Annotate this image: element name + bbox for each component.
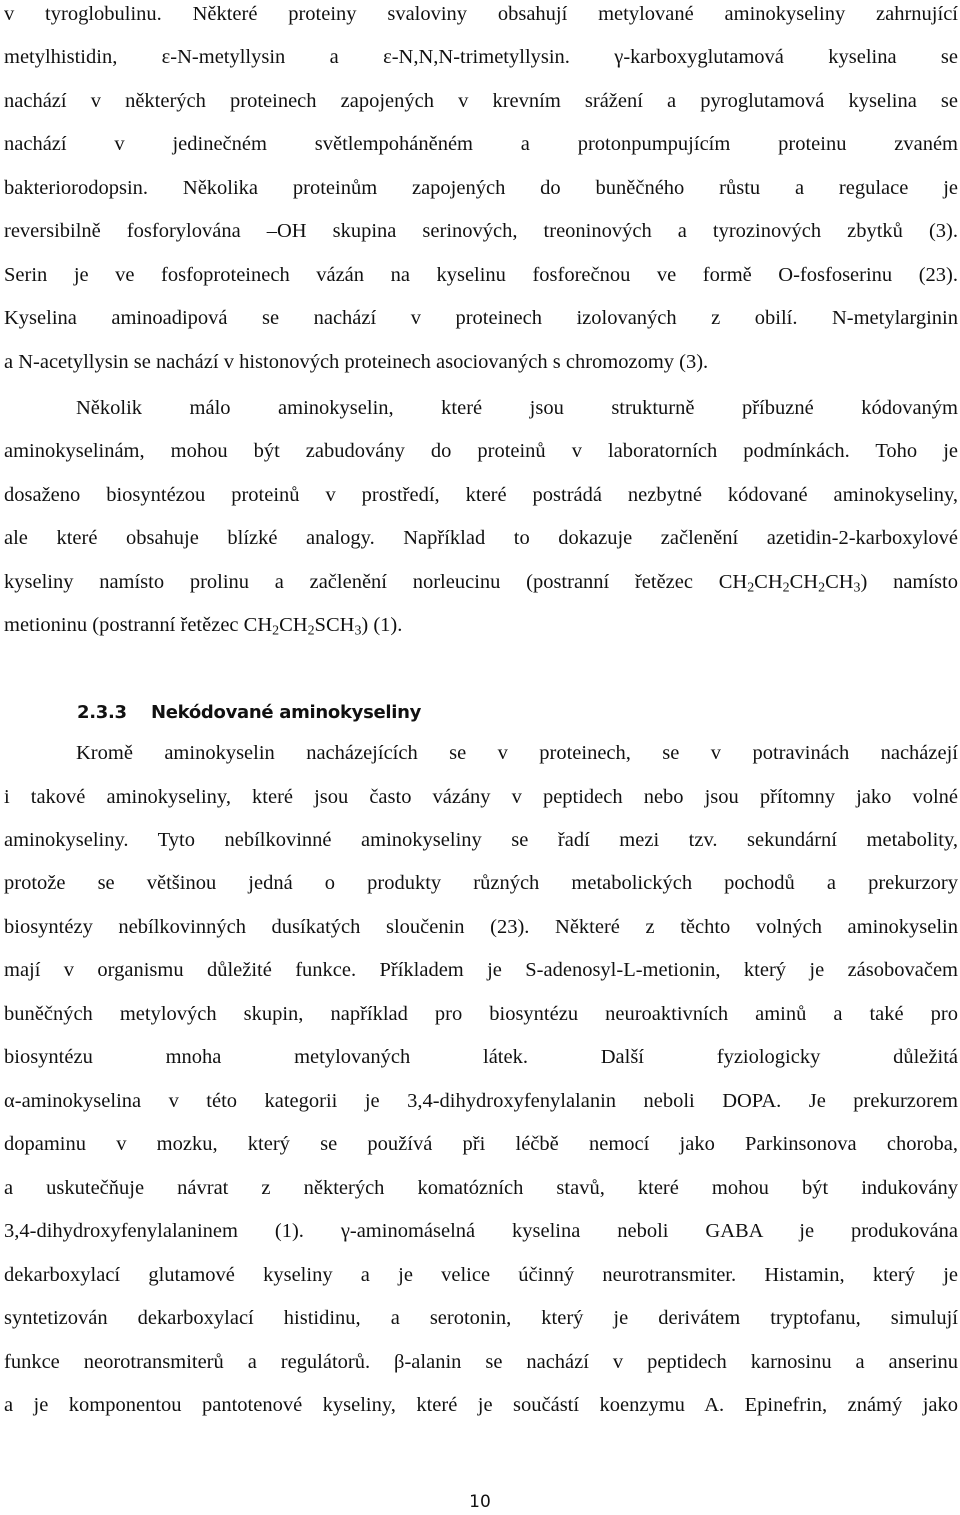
text-line: mají v organismu důležité funkce. Příkladem je S-adenosyl-L-metionin, který je zásobovačem [4,959,958,981]
text-line: biosyntézu mnoha metylovaných látek. Další fyziologicky důležitá [4,1046,958,1068]
formula-line: metioninu (postranní řetězec $CH_2CH_2SCH_3$) (1). [4,614,403,639]
text-line: 3,4-dihydroxyfenylalaninem (1). γ-aminomáselná kyselina neboli GABA je produkována [4,1220,958,1242]
text-line: bakteriorodopsin. Několika proteinům zapojených do buněčného růstu a regulace je [4,177,958,199]
text-line: biosyntézy nebílkovinných dusíkatých sloučenin (23). Některé z těchto volných aminokyselin [4,916,958,938]
text-line: aminokyseliny. Tyto nebílkovinné aminokyseliny se řadí mezi tzv. sekundární metabolity, [4,829,958,851]
formula-line: kyseliny namísto prolinu a začlenění norleucinu (postranní řetězec $CH_2CH_2CH_2CH_3$) namísto [4,571,958,596]
text-line: Kyselina aminoadipová se nachází v proteinech izolovaných z obilí. N-metylarginin [4,307,958,329]
text-line: nachází v některých proteinech zapojených v krevním srážení a pyroglutamová kyselina se [4,90,958,112]
section-title: Nekódované aminokyseliny [151,702,422,723]
text-line: Několik málo aminokyselin, které jsou strukturně příbuzné kódovaným [76,397,958,419]
text-line: Serin je ve fosfoproteinech vázán na kyselinu fosforečnou ve formě O-fosfoserinu (23). [4,264,958,286]
text-line: metylhistidin, ε-N-metyllysin a ε-N,N,N-trimetyllysin. γ-karboxyglutamová kyselina se [4,46,958,68]
text-line: buněčných metylových skupin, například pro biosyntézu neuroaktivních aminů a také pro [4,1003,958,1025]
text-line: syntetizován dekarboxylací histidinu, a serotonin, který je derivátem tryptofanu, simulují [4,1307,958,1329]
page-number: 10 [469,1492,491,1512]
text-line: dopaminu v mozku, který se používá při léčbě nemocí jako Parkinsonova choroba, [4,1133,958,1155]
text-line: ale které obsahuje blízké analogy. Například to dokazuje začlenění azetidin-2-karboxylové [4,527,958,549]
section-number: 2.3.3 [77,702,127,723]
text-line: reversibilně fosforylována –OH skupina serinových, treoninových a tyrozinových zbytků (3). [4,220,958,242]
text-line: a N-acetyllysin se nachází v histonových proteinech asociovaných s chromozomy (3). [4,351,709,373]
text-line: funkce neorotransmiterů a regulátorů. β-alanin se nachází v peptidech karnosinu a anserinu [4,1351,958,1373]
text-line: a uskutečňuje návrat z některých komatózních stavů, které mohou být indukovány [4,1177,958,1199]
text-line: i takové aminokyseliny, které jsou často vázány v peptidech nebo jsou přítomny jako volné [4,786,958,808]
section-heading [77,701,421,725]
text-line: protože se většinou jedná o produkty různých metabolických pochodů a prekurzory [4,872,958,894]
text-line: v tyroglobulinu. Některé proteiny svaloviny obsahují metylované aminokyseliny zahrnující [4,3,958,25]
text-line: dekarboxylací glutamové kyseliny a je velice účinný neurotransmiter. Histamin, který je [4,1264,958,1286]
text-line: aminokyselinám, mohou být zabudovány do proteinů v laboratorních podmínkách. Toho je [4,440,958,462]
text-line: dosaženo biosyntézou proteinů v prostředí, které postrádá nezbytné kódované aminokyseliny, [4,484,958,506]
text-line: α-aminokyselina v této kategorii je 3,4-dihydroxyfenylalanin neboli DOPA. Je prekurzorem [4,1090,958,1112]
text-line: nachází v jedinečném světlempoháněném a protonpumpujícím proteinu zvaném [4,133,958,155]
text-line: a je komponentou pantotenové kyseliny, které je součástí koenzymu A. Epinefrin, známý jako [4,1394,958,1416]
text-line: Kromě aminokyselin nacházejících se v proteinech, se v potravinách nacházejí [76,742,958,764]
